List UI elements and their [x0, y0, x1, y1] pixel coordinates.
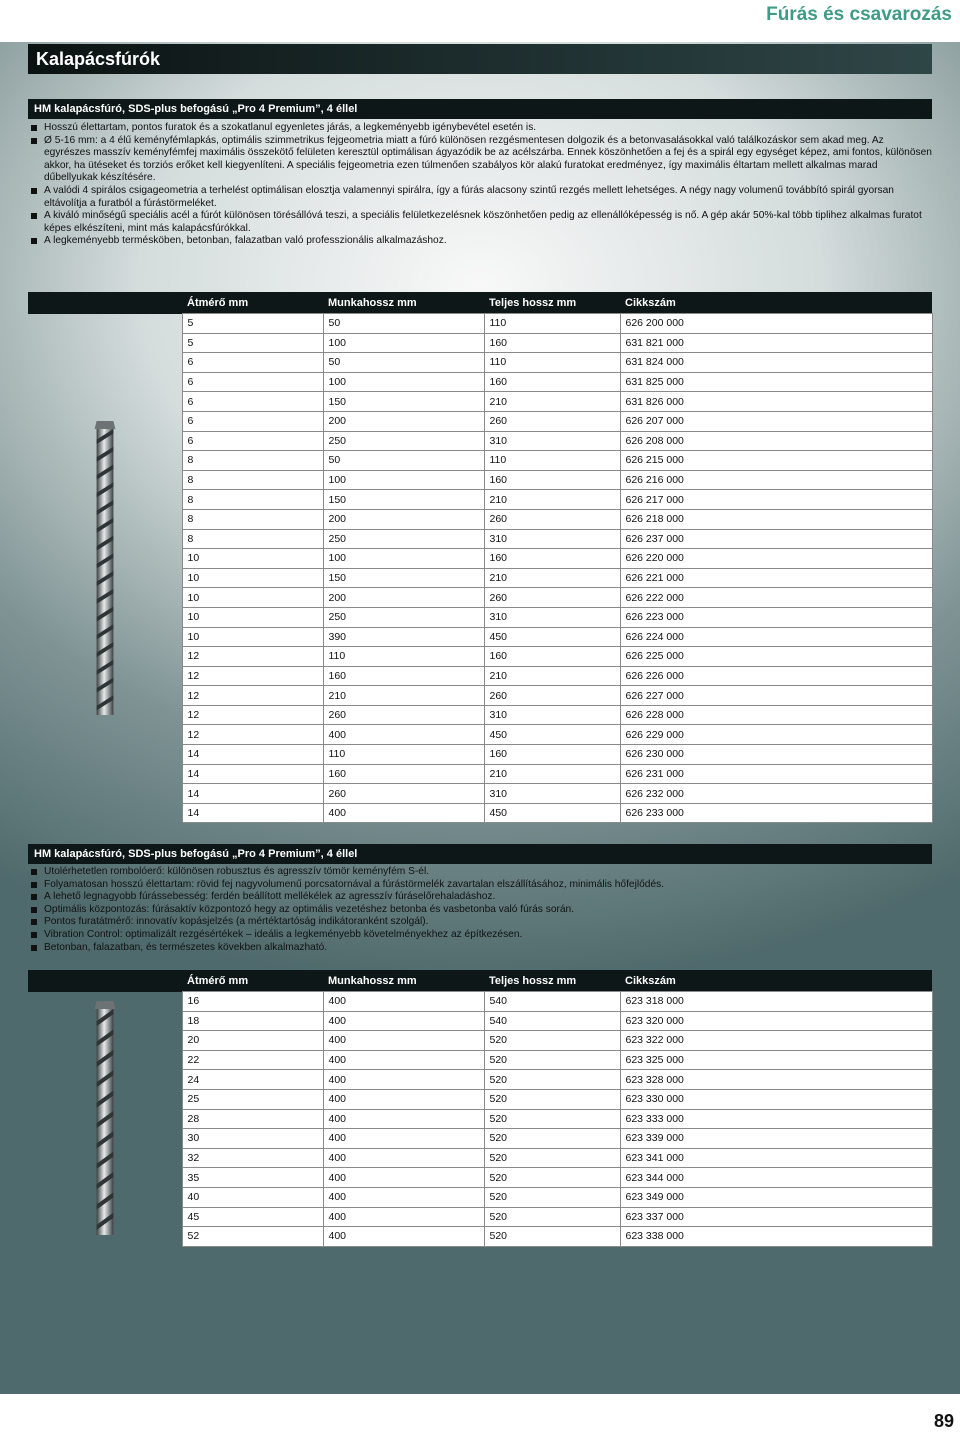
- page-number: 89: [933, 1411, 954, 1431]
- total-length-cell: 160: [484, 333, 620, 353]
- article-number-cell: 631 824 000: [620, 353, 932, 373]
- total-length-cell: 210: [484, 764, 620, 784]
- article-number-cell: 626 215 000: [620, 451, 932, 471]
- article-number-cell: 626 223 000: [620, 607, 932, 627]
- total-length-cell: 210: [484, 490, 620, 510]
- diameter-cell: 14: [182, 745, 323, 765]
- total-length-cell: 310: [484, 529, 620, 549]
- feature-bullet: Pontos furatátmérő: innovatív kopásjelzés (a mértéktartóság indikátoranként szolgál).: [28, 916, 932, 929]
- article-number-cell: 623 328 000: [620, 1070, 932, 1090]
- diameter-cell: 35: [182, 1168, 323, 1188]
- working-length-cell: 400: [323, 1187, 484, 1207]
- diameter-cell: 12: [182, 666, 323, 686]
- working-length-cell: 50: [323, 353, 484, 373]
- working-length-cell: 100: [323, 372, 484, 392]
- feature-list-2: [28, 866, 932, 954]
- product-image-cell: [28, 314, 182, 823]
- working-length-cell: 400: [323, 1011, 484, 1031]
- diameter-cell: 5: [182, 333, 323, 353]
- feature-bullet: Folyamatosan hosszú élettartam: rövid fej nagyvolumenű porcsatornával a fúrástörmelék zavartalan elszállításához, minimális hőfejlődés.: [28, 879, 932, 892]
- article-number-cell: 623 320 000: [620, 1011, 932, 1031]
- feature-bullet: Betonban, falazatban, és természetes kövekben alkalmazható.: [28, 942, 932, 955]
- diameter-cell: 24: [182, 1070, 323, 1090]
- working-length-cell: 210: [323, 686, 484, 706]
- diameter-cell: 40: [182, 1187, 323, 1207]
- working-length-cell: 400: [323, 1207, 484, 1227]
- article-number-cell: 626 200 000: [620, 314, 932, 334]
- working-length-cell: 160: [323, 666, 484, 686]
- diameter-cell: 28: [182, 1109, 323, 1129]
- article-number-cell: 631 826 000: [620, 392, 932, 412]
- article-number-cell: 626 227 000: [620, 686, 932, 706]
- diameter-cell: 6: [182, 353, 323, 373]
- total-length-cell: 210: [484, 568, 620, 588]
- article-number-cell: 623 338 000: [620, 1227, 932, 1247]
- total-length-cell: 310: [484, 607, 620, 627]
- diameter-cell: 52: [182, 1227, 323, 1247]
- image-column-header: [28, 970, 182, 992]
- article-number-cell: 623 322 000: [620, 1031, 932, 1051]
- working-length-cell: 160: [323, 764, 484, 784]
- article-number-cell: 626 216 000: [620, 470, 932, 490]
- drill-bit-image: [75, 417, 135, 717]
- total-length-cell: 520: [484, 1129, 620, 1149]
- total-length-cell: 450: [484, 725, 620, 745]
- diameter-cell: 12: [182, 725, 323, 745]
- total-length-cell: 520: [484, 1089, 620, 1109]
- working-length-cell: 200: [323, 588, 484, 608]
- article-number-cell: 623 349 000: [620, 1187, 932, 1207]
- working-length-cell: 400: [323, 1109, 484, 1129]
- diameter-cell: 18: [182, 1011, 323, 1031]
- total-length-cell: 450: [484, 627, 620, 647]
- article-number-cell: 626 232 000: [620, 784, 932, 804]
- feature-bullet: Vibration Control: optimalizált rezgésértékek – ideális a legkeményebb követelményekhez az építkezésen.: [28, 929, 932, 942]
- feature-bullet: Hosszú élettartam, pontos furatok és a szokatlanul egyenletes járás, a legkeményebb igénybevétel esetén is.: [28, 122, 932, 135]
- product-title-1: HM kalapácsfúró, SDS-plus befogású „Pro 4 Premium”, 4 éllel: [28, 99, 932, 119]
- working-length-cell: 390: [323, 627, 484, 647]
- total-length-cell: 310: [484, 431, 620, 451]
- diameter-cell: 6: [182, 431, 323, 451]
- working-length-cell: 260: [323, 705, 484, 725]
- working-length-cell: 400: [323, 1089, 484, 1109]
- diameter-cell: 14: [182, 784, 323, 804]
- article-number-cell: 626 233 000: [620, 803, 932, 823]
- table-row: [28, 992, 932, 1012]
- article-number-cell: 626 220 000: [620, 549, 932, 569]
- article-number-cell: 623 330 000: [620, 1089, 932, 1109]
- total-length-cell: 160: [484, 647, 620, 667]
- total-length-cell: 520: [484, 1227, 620, 1247]
- diameter-cell: 20: [182, 1031, 323, 1051]
- column-header-article-number: Cikkszám: [620, 970, 932, 992]
- total-length-cell: 450: [484, 803, 620, 823]
- feature-list-1: [28, 122, 932, 248]
- working-length-cell: 150: [323, 392, 484, 412]
- total-length-cell: 520: [484, 1168, 620, 1188]
- diameter-cell: 16: [182, 992, 323, 1012]
- total-length-cell: 160: [484, 372, 620, 392]
- article-number-cell: 626 228 000: [620, 705, 932, 725]
- image-column-header: [28, 292, 182, 314]
- total-length-cell: 520: [484, 1207, 620, 1227]
- working-length-cell: 50: [323, 314, 484, 334]
- working-length-cell: 100: [323, 333, 484, 353]
- working-length-cell: 50: [323, 451, 484, 471]
- feature-bullet: A valódi 4 spirálos csigageometria a terhelést optimálisan elosztja valamennyi spirálra, így a fúrás alacsony szintű rezgés mellett lehetséges. A négy nagy volumenű továbbító spirál gyorsan eltávolítja a furatból a fúrástörmeléket.: [28, 185, 932, 210]
- diameter-cell: 25: [182, 1089, 323, 1109]
- feature-bullet: A kiváló minőségű speciális acél a fúrót különösen törésállóvá teszi, a speciális felületkezelésnek köszönhetően pedig az ellenállóképesség is nő. A gép akár 50%-kal több tiplihez alkalmas furatot képes elkészíteni, mint más kalapácsfúrókkal.: [28, 210, 932, 235]
- article-number-cell: 626 218 000: [620, 509, 932, 529]
- working-length-cell: 150: [323, 568, 484, 588]
- article-number-cell: 623 339 000: [620, 1129, 932, 1149]
- article-number-cell: 631 821 000: [620, 333, 932, 353]
- feature-bullet: Ø 5-16 mm: a 4 élű keményfémlapkás, optimális szimmetrikus fejgeometria miatt a fúró különösen rezgésmentesen dolgozik és a betonvasalásokkal való találkozáskor sem akad meg. Az egyrészes masszív keményfémfej maximális összekötő felületen keresztül optimálisan ágyazódik be az acélszárba. Ennek köszönhetően a fej és a spirál egy egységet képez, ami fontos, különösen akkor, ha ütéseket és torziós erőket kell kiegyenlíteni. A speciális fejgeometria ezen túlmenően szabályos kör alakú furatokat eredményez, így maximális éltartam mellett alkalmas marad dűbellyukak készítésére.: [28, 135, 932, 185]
- article-number-cell: 626 229 000: [620, 725, 932, 745]
- working-length-cell: 100: [323, 470, 484, 490]
- diameter-cell: 10: [182, 568, 323, 588]
- product-title-2: HM kalapácsfúró, SDS-plus befogású „Pro 4 Premium”, 4 éllel: [28, 844, 932, 864]
- column-header-diameter: Átmérő mm: [182, 292, 323, 314]
- total-length-cell: 520: [484, 1187, 620, 1207]
- total-length-cell: 260: [484, 411, 620, 431]
- page-title: Kalapácsfúrók: [28, 44, 932, 74]
- working-length-cell: 400: [323, 992, 484, 1012]
- total-length-cell: 520: [484, 1050, 620, 1070]
- article-number-cell: 623 337 000: [620, 1207, 932, 1227]
- diameter-cell: 6: [182, 411, 323, 431]
- working-length-cell: 400: [323, 1070, 484, 1090]
- working-length-cell: 400: [323, 725, 484, 745]
- total-length-cell: 160: [484, 470, 620, 490]
- article-number-cell: 626 230 000: [620, 745, 932, 765]
- feature-bullet: A legkeményebb termésköben, betonban, falazatban való professzionális alkalmazáshoz.: [28, 235, 932, 248]
- table-header-row: [28, 970, 932, 992]
- diameter-cell: 10: [182, 627, 323, 647]
- working-length-cell: 400: [323, 1031, 484, 1051]
- diameter-cell: 12: [182, 686, 323, 706]
- diameter-cell: 8: [182, 451, 323, 471]
- diameter-cell: 12: [182, 647, 323, 667]
- column-header-total-length: Teljes hossz mm: [484, 970, 620, 992]
- article-number-cell: 626 231 000: [620, 764, 932, 784]
- diameter-cell: 14: [182, 764, 323, 784]
- total-length-cell: 260: [484, 686, 620, 706]
- diameter-cell: 6: [182, 372, 323, 392]
- working-length-cell: 150: [323, 490, 484, 510]
- total-length-cell: 210: [484, 666, 620, 686]
- article-number-cell: 626 224 000: [620, 627, 932, 647]
- spec-table-1: [28, 292, 933, 823]
- column-header-total-length: Teljes hossz mm: [484, 292, 620, 314]
- article-number-cell: 631 825 000: [620, 372, 932, 392]
- column-header-working-length: Munkahossz mm: [323, 292, 484, 314]
- article-number-cell: 623 325 000: [620, 1050, 932, 1070]
- working-length-cell: 400: [323, 1227, 484, 1247]
- diameter-cell: 8: [182, 509, 323, 529]
- column-header-diameter: Átmérő mm: [182, 970, 323, 992]
- total-length-cell: 310: [484, 784, 620, 804]
- diameter-cell: 14: [182, 803, 323, 823]
- working-length-cell: 400: [323, 1129, 484, 1149]
- article-number-cell: 626 222 000: [620, 588, 932, 608]
- total-length-cell: 520: [484, 1070, 620, 1090]
- column-header-article-number: Cikkszám: [620, 292, 932, 314]
- total-length-cell: 520: [484, 1109, 620, 1129]
- total-length-cell: 210: [484, 392, 620, 412]
- diameter-cell: 6: [182, 392, 323, 412]
- article-number-cell: 623 318 000: [620, 992, 932, 1012]
- product-image-cell: [28, 992, 182, 1247]
- diameter-cell: 8: [182, 470, 323, 490]
- article-number-cell: 626 226 000: [620, 666, 932, 686]
- total-length-cell: 540: [484, 992, 620, 1012]
- table-header-row: [28, 292, 932, 314]
- article-number-cell: 626 237 000: [620, 529, 932, 549]
- article-number-cell: 623 341 000: [620, 1148, 932, 1168]
- total-length-cell: 310: [484, 705, 620, 725]
- diameter-cell: 5: [182, 314, 323, 334]
- article-number-cell: 626 221 000: [620, 568, 932, 588]
- diameter-cell: 8: [182, 490, 323, 510]
- diameter-cell: 8: [182, 529, 323, 549]
- working-length-cell: 200: [323, 411, 484, 431]
- diameter-cell: 10: [182, 549, 323, 569]
- feature-bullet: Utolérhetetlen rombolóerő: különösen robusztus és agresszív tömör keményfém S-él.: [28, 866, 932, 879]
- working-length-cell: 400: [323, 1168, 484, 1188]
- total-length-cell: 110: [484, 451, 620, 471]
- article-number-cell: 626 208 000: [620, 431, 932, 451]
- working-length-cell: 250: [323, 431, 484, 451]
- article-number-cell: 626 207 000: [620, 411, 932, 431]
- working-length-cell: 400: [323, 1050, 484, 1070]
- diameter-cell: 32: [182, 1148, 323, 1168]
- working-length-cell: 110: [323, 745, 484, 765]
- feature-bullet: Optimális központozás: fúrásaktív központozó hegy az optimális vezetéshez betonba és vasbetonba való fúrás során.: [28, 904, 932, 917]
- diameter-cell: 10: [182, 607, 323, 627]
- working-length-cell: 250: [323, 607, 484, 627]
- column-header-working-length: Munkahossz mm: [323, 970, 484, 992]
- diameter-cell: 30: [182, 1129, 323, 1149]
- feature-bullet: A lehető legnagyobb fúrássebesség: ferdén beállított mellékélek az agresszív fúráselőrehaladáshoz.: [28, 891, 932, 904]
- total-length-cell: 520: [484, 1148, 620, 1168]
- diameter-cell: 22: [182, 1050, 323, 1070]
- diameter-cell: 45: [182, 1207, 323, 1227]
- spec-table-2: [28, 970, 933, 1247]
- working-length-cell: 400: [323, 803, 484, 823]
- article-number-cell: 626 225 000: [620, 647, 932, 667]
- working-length-cell: 400: [323, 1148, 484, 1168]
- total-length-cell: 110: [484, 353, 620, 373]
- working-length-cell: 110: [323, 647, 484, 667]
- article-number-cell: 623 333 000: [620, 1109, 932, 1129]
- total-length-cell: 110: [484, 314, 620, 334]
- diameter-cell: 10: [182, 588, 323, 608]
- total-length-cell: 540: [484, 1011, 620, 1031]
- working-length-cell: 200: [323, 509, 484, 529]
- working-length-cell: 260: [323, 784, 484, 804]
- working-length-cell: 250: [323, 529, 484, 549]
- total-length-cell: 160: [484, 549, 620, 569]
- diameter-cell: 12: [182, 705, 323, 725]
- total-length-cell: 260: [484, 588, 620, 608]
- article-number-cell: 623 344 000: [620, 1168, 932, 1188]
- article-number-cell: 626 217 000: [620, 490, 932, 510]
- table-row: [28, 314, 932, 334]
- total-length-cell: 520: [484, 1031, 620, 1051]
- section-label: Fúrás és csavarozás: [766, 4, 952, 25]
- drill-bit-image: [75, 997, 135, 1237]
- total-length-cell: 260: [484, 509, 620, 529]
- total-length-cell: 160: [484, 745, 620, 765]
- working-length-cell: 100: [323, 549, 484, 569]
